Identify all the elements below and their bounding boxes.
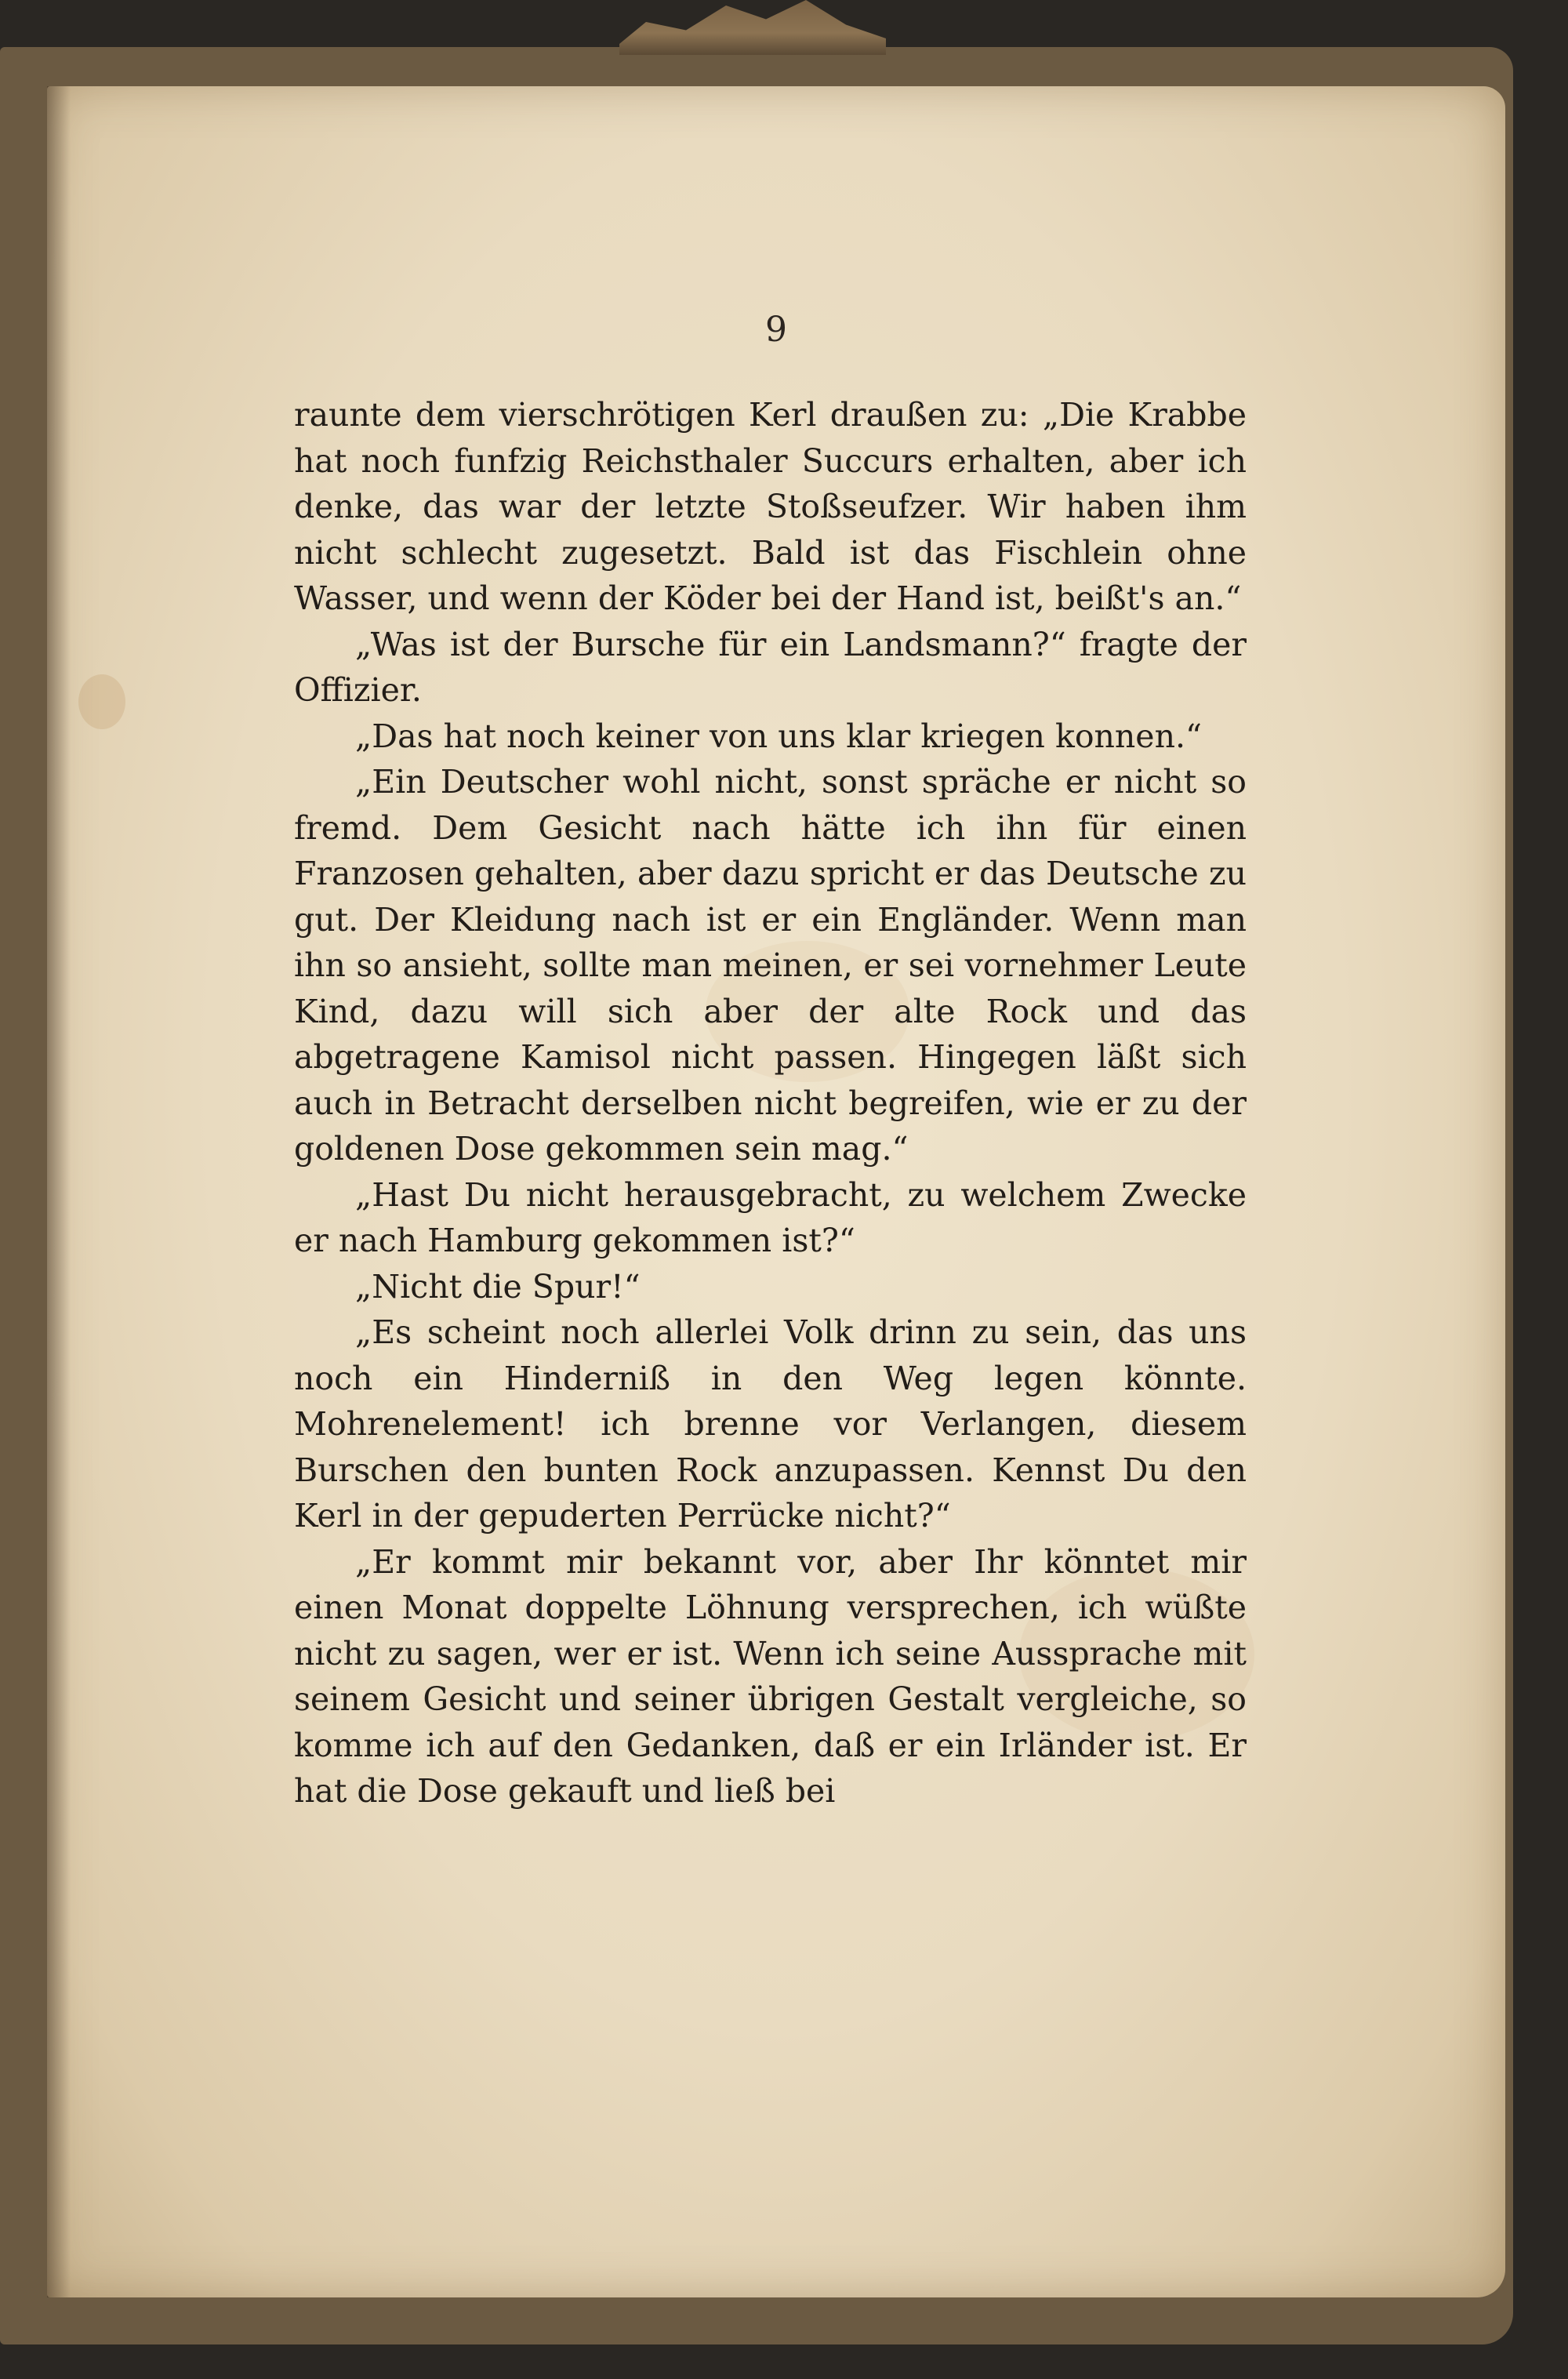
body-text [294,392,1247,1814]
paragraph: raunte dem vierschrötigen Kerl draußen zu: „Die Krabbe hat noch funfzig Reichsthaler Succurs erhalten, aber ich denke, das war der letzte Stoßseufzer. Wir haben ihm nicht schlecht zugesetzt. Bald ist das Fischlein ohne Wasser, und wenn der Köder bei der Hand ist, beißt's an.“ [294,396,1247,617]
page-gutter [47,86,71,2297]
torn-spine [619,0,886,55]
paragraph: „Er kommt mir bekannt vor, aber Ihr könntet mir einen Monat doppelte Löhnung versprechen, ich wüßte nicht zu sagen, wer er ist. Wenn ich seine Aussprache mit seinem Gesicht und seiner übrigen Gestalt vergleiche, so komme ich auf den Gedanken, daß er ein Irländer ist. Er hat die Dose gekauft und ließ bei [294,1542,1247,1810]
paper-stain [78,674,125,729]
paragraph: „Es scheint noch allerlei Volk drinn zu sein, das uns noch ein Hinderniß in den Weg legen könnte. Mohrenelement! ich brenne vor Verlangen, diesem Burschen den bunten Rock anzupassen. Kennst Du den Kerl in der gepuderten Perrücke nicht?“ [294,1313,1247,1535]
paragraph: „Ein Deutscher wohl nicht, sonst spräche er nicht so fremd. Dem Gesicht nach hätte ich ihn für einen Franzosen gehalten, aber dazu spricht er das Deutsche zu gut. Der Kleidung nach ist er ein Engländer. Wenn man ihn so ansieht, sollte man meinen, er sei vornehmer Leute Kind, dazu will sich aber der alte Rock und das abgetragene Kamisol nicht passen. Hingegen läßt sich auch in Betracht derselben nicht begreifen, wie er zu der goldenen Dose gekommen sein mag.“ [294,763,1247,1168]
page-number: 9 [765,310,787,350]
paragraph: „Hast Du nicht herausgebracht, zu welchem Zwecke er nach Hamburg gekommen ist?“ [294,1175,1247,1259]
paragraph: „Das hat noch keiner von uns klar kriegen konnen.“ [355,717,1202,755]
paragraph: „Was ist der Bursche für ein Landsmann?“ fragte der Offizier. [294,625,1247,709]
paragraph: „Nicht die Spur!“ [355,1267,641,1306]
